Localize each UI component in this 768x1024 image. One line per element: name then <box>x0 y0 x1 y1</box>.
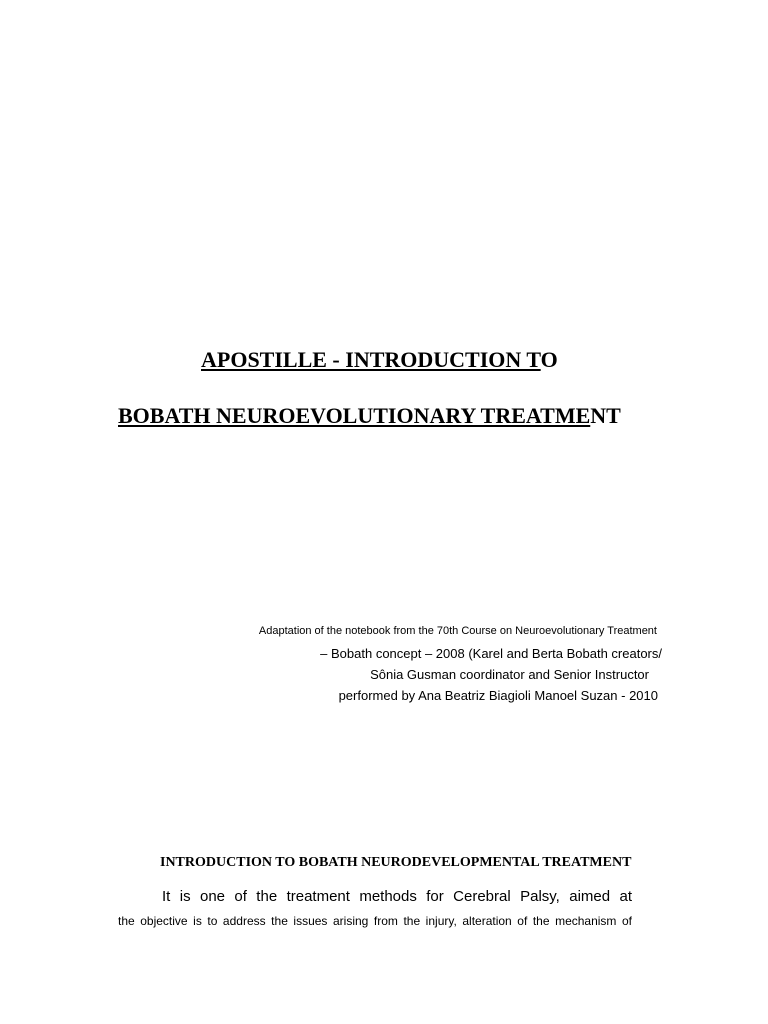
title-line-1-rest: O <box>540 347 558 372</box>
paragraph-line-2: the objective is to address the issues arising from the injury, alteration of the mechanism of <box>118 914 632 928</box>
paragraph-line-1: It is one of the treatment methods for Cerebral Palsy, aimed at <box>162 888 632 905</box>
credit-line-coordinator: Sônia Gusman coordinator and Senior Instructor <box>370 667 649 682</box>
credit-line-author: performed by Ana Beatriz Biagioli Manoel Suzan - 2010 <box>338 688 658 703</box>
title-line-1-underlined: APOSTILLE - INTRODUCTION T <box>201 347 541 372</box>
document-title-line-2 <box>118 403 621 429</box>
title-line-2-rest: NT <box>590 403 621 428</box>
credit-line-adaptation: Adaptation of the notebook from the 70th Course on Neuroevolutionary Treatment <box>258 625 657 637</box>
title-line-2-underlined: BOBATH NEUROEVOLUTIONARY TREATME <box>118 403 591 428</box>
section-heading: INTRODUCTION TO BOBATH NEURODEVELOPMENTAL TREATMENT <box>160 855 632 870</box>
credit-line-concept: – Bobath concept – 2008 (Karel and Berta Bobath creators/ <box>320 646 662 661</box>
document-title-line-1 <box>201 347 558 373</box>
